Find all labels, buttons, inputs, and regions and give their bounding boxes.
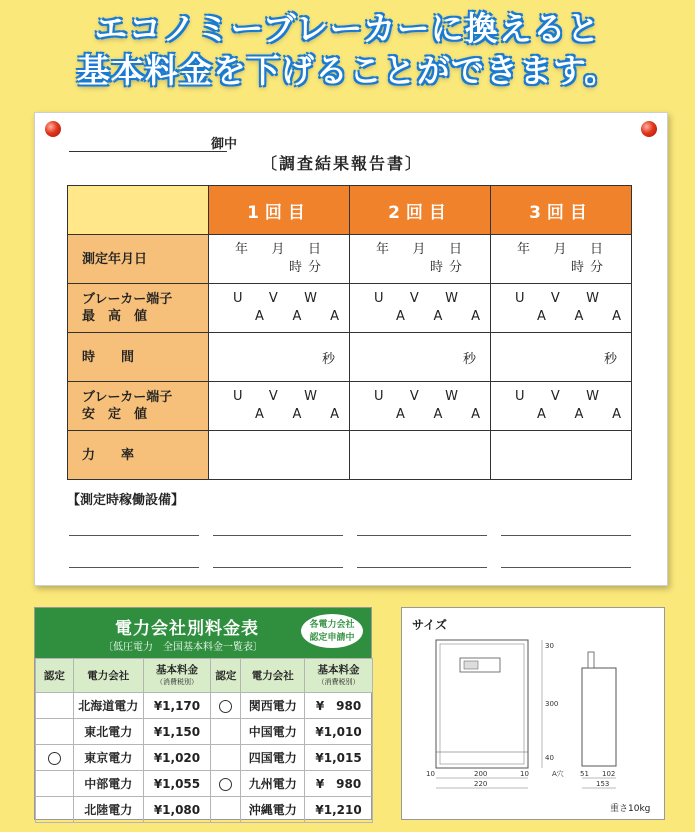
header-company: 電力会社 [73, 659, 143, 693]
write-line [69, 567, 199, 568]
size-title: サイズ [412, 618, 448, 632]
table-row [36, 745, 373, 771]
dimension-drawing [402, 608, 666, 808]
write-line [213, 567, 343, 568]
row-label-peak: ブレーカー端子 最 高 値 [68, 284, 209, 333]
stable-cell: U V W A A A [209, 382, 350, 431]
fee-cell: ¥1,020 [143, 745, 211, 771]
dim-width: 200 [474, 770, 488, 778]
date-cell: 年 月 日 時 分 [350, 235, 491, 284]
equipment-label: 【測定時稼働設備】 [67, 493, 185, 508]
company-cell: 沖縄電力 [241, 797, 305, 823]
table-row [36, 797, 373, 823]
dim-depth-total: 153 [596, 780, 610, 788]
price-table-header [35, 608, 371, 658]
time-cell: 秒 [491, 333, 632, 382]
certified-cell [211, 771, 241, 797]
table-row [36, 693, 373, 719]
headline [0, 8, 695, 92]
company-cell: 北陸電力 [73, 797, 143, 823]
header-empty-cell [68, 186, 209, 235]
fee-cell: ¥1,150 [143, 719, 211, 745]
fee-cell: ¥ 980 [305, 693, 373, 719]
certified-circle-icon [219, 778, 232, 791]
table-row [36, 771, 373, 797]
company-cell: 東京電力 [73, 745, 143, 771]
pf-cell [209, 431, 350, 480]
stable-cell: U V W A A A [491, 382, 632, 431]
fee-cell: ¥1,055 [143, 771, 211, 797]
table-row [36, 719, 373, 745]
fee-cell: ¥1,010 [305, 719, 373, 745]
certified-cell [36, 693, 74, 719]
certified-cell [36, 745, 74, 771]
dim-height: 300 [545, 700, 559, 708]
row-label-time: 時 間 [68, 333, 209, 382]
headline-line2: 基本料金を下げることができます。 [76, 51, 619, 90]
write-line [357, 535, 487, 536]
fee-cell: ¥1,015 [305, 745, 373, 771]
report-table [67, 185, 632, 480]
write-line [501, 535, 631, 536]
stable-cell: U V W A A A [350, 382, 491, 431]
time-cell: 秒 [209, 333, 350, 382]
dim-top: 30 [545, 642, 554, 650]
dim-depth-a: 51 [580, 770, 589, 778]
size-panel [401, 607, 665, 820]
company-cell: 東北電力 [73, 719, 143, 745]
header-fee: 基本料金 （消費税別） [305, 659, 373, 693]
fee-cell: ¥ 980 [305, 771, 373, 797]
certified-cell [211, 719, 241, 745]
date-cell: 年 月 日 時 分 [491, 235, 632, 284]
company-cell: 北海道電力 [73, 693, 143, 719]
pushpin-icon [641, 121, 657, 137]
dim-left-margin: 10 [426, 770, 435, 778]
header-company: 電力会社 [241, 659, 305, 693]
write-line [357, 567, 487, 568]
dim-total-width: 220 [474, 780, 488, 788]
row-label-stable: ブレーカー端子 安 定 値 [68, 382, 209, 431]
dim-right-margin: 10 [520, 770, 529, 778]
column-header: 1回目 [209, 186, 350, 235]
dim-bottom: 40 [545, 754, 554, 762]
peak-cell: U V W A A A [350, 284, 491, 333]
report-title: 〔調査結果報告書〕 [261, 154, 424, 173]
addressee-line [69, 151, 227, 152]
header-certified: 認定 [211, 659, 241, 693]
peak-cell: U V W A A A [209, 284, 350, 333]
date-cell: 年 月 日 時 分 [209, 235, 350, 284]
headline-line1: エコノミーブレーカーに換えると [94, 9, 601, 48]
certified-cell [211, 693, 241, 719]
price-table-panel [34, 607, 372, 820]
certified-cell [211, 745, 241, 771]
fee-cell: ¥1,170 [143, 693, 211, 719]
certification-badge: 各電力会社 認定申請中 [299, 612, 365, 650]
company-cell: 四国電力 [241, 745, 305, 771]
header-certified: 認定 [36, 659, 74, 693]
fee-cell: ¥1,210 [305, 797, 373, 823]
report-sheet [34, 112, 668, 586]
pf-cell [350, 431, 491, 480]
write-line [213, 535, 343, 536]
peak-cell: U V W A A A [491, 284, 632, 333]
pf-cell [491, 431, 632, 480]
certified-cell [36, 719, 74, 745]
dim-hole: A穴 [552, 770, 564, 778]
certified-circle-icon [219, 700, 232, 713]
certified-cell [211, 797, 241, 823]
column-header: 3回目 [491, 186, 632, 235]
row-label-date: 測定年月日 [68, 235, 209, 284]
pushpin-icon [45, 121, 61, 137]
company-cell: 関西電力 [241, 693, 305, 719]
column-header: 2回目 [350, 186, 491, 235]
dim-depth-b: 102 [602, 770, 616, 778]
fee-cell: ¥1,080 [143, 797, 211, 823]
certified-cell [36, 797, 74, 823]
certified-circle-icon [48, 752, 61, 765]
price-table [35, 658, 373, 823]
company-cell: 中国電力 [241, 719, 305, 745]
price-table-subtitle: 〔低圧電力 全国基本料金一覧表〕 [103, 642, 263, 653]
certified-cell [36, 771, 74, 797]
addressee-label: 御中 [211, 137, 238, 152]
company-cell: 九州電力 [241, 771, 305, 797]
price-table-title: 電力会社別料金表 [115, 619, 259, 639]
write-line [69, 535, 199, 536]
header-fee: 基本料金 （消費税別） [143, 659, 211, 693]
row-label-power-factor: 力 率 [68, 431, 209, 480]
weight-label: 重さ10kg [610, 804, 651, 814]
company-cell: 中部電力 [73, 771, 143, 797]
write-line [501, 567, 631, 568]
time-cell: 秒 [350, 333, 491, 382]
